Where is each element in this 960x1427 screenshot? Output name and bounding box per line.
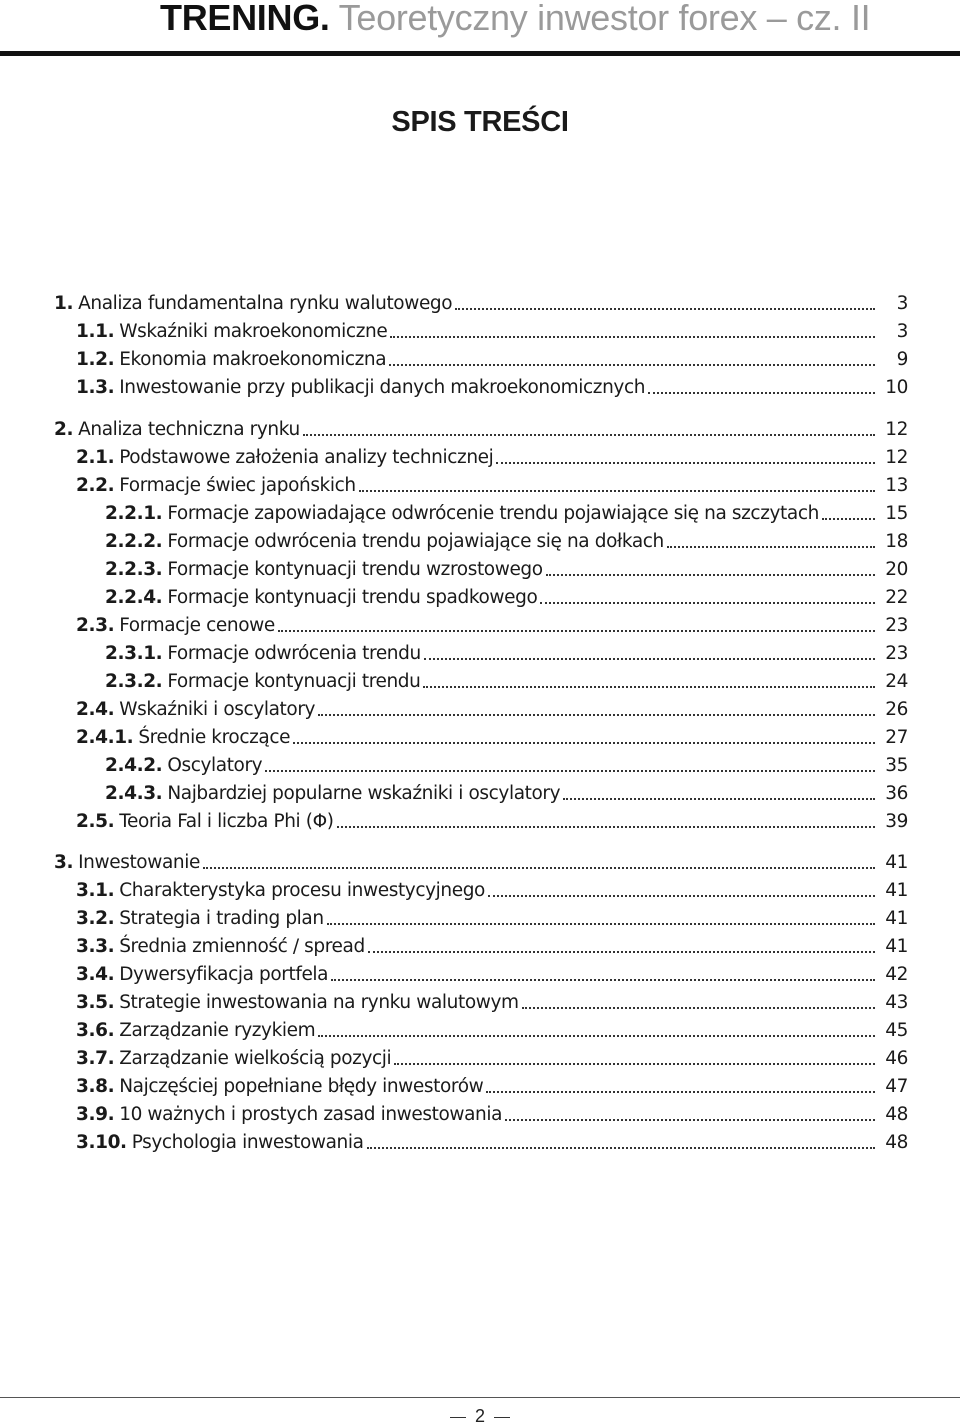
toc-entry bbox=[76, 879, 908, 903]
toc-entry-number: 2. bbox=[54, 419, 74, 440]
toc-entry bbox=[76, 446, 908, 470]
toc-entry bbox=[76, 935, 908, 959]
toc-entry-title: Wskaźniki i oscylatory bbox=[119, 699, 316, 720]
toc-dot-leader bbox=[337, 826, 875, 828]
toc-dot-leader bbox=[667, 546, 875, 548]
page-footer bbox=[0, 1405, 960, 1427]
toc-entry-number: 3.9. bbox=[76, 1104, 115, 1125]
toc-entry-number: 3.10. bbox=[76, 1132, 127, 1153]
toc-entry-page: 23 bbox=[885, 615, 908, 636]
toc-entry-number: 3.7. bbox=[76, 1048, 115, 1069]
toc-entry-number: 2.2.2. bbox=[105, 531, 163, 552]
toc-dot-leader bbox=[455, 308, 875, 310]
toc-dot-leader bbox=[522, 1007, 875, 1009]
toc-entry-page: 42 bbox=[885, 964, 908, 985]
toc-entry-number: 2.2.3. bbox=[105, 559, 163, 580]
toc-dot-leader bbox=[331, 979, 875, 981]
toc-entry-page: 10 bbox=[885, 377, 908, 398]
toc-entry-page: 41 bbox=[885, 880, 908, 901]
toc-entry bbox=[76, 698, 908, 722]
header-training-label: TRENING. bbox=[160, 0, 330, 38]
toc-entry bbox=[76, 348, 908, 372]
toc-entry-page: 35 bbox=[885, 755, 908, 776]
header-course-title: Teoretyczny inwestor forex – cz. II bbox=[338, 0, 871, 38]
toc-dot-leader bbox=[303, 434, 875, 436]
toc-entry-number: 3.5. bbox=[76, 992, 115, 1013]
toc-entry-page: 43 bbox=[885, 992, 908, 1013]
toc-entry-page: 12 bbox=[885, 447, 908, 468]
toc-entry-title: Najczęściej popełniane błędy inwestorów bbox=[119, 1076, 484, 1097]
toc-entry-number: 3.4. bbox=[76, 964, 115, 985]
toc-entry-number: 3. bbox=[54, 852, 74, 873]
toc-dot-leader bbox=[278, 630, 875, 632]
toc-dot-leader bbox=[389, 364, 875, 366]
toc-dot-leader bbox=[546, 574, 875, 576]
toc-dot-leader bbox=[563, 798, 875, 800]
toc-entry-title: Oscylatory bbox=[167, 755, 263, 776]
toc-entry bbox=[105, 502, 908, 526]
toc-entry-title: Średnia zmienność / spread bbox=[119, 936, 365, 957]
toc-dot-leader bbox=[318, 1035, 875, 1037]
toc-entry-page: 24 bbox=[885, 671, 908, 692]
toc-dot-leader bbox=[203, 867, 875, 869]
toc-entry-number: 3.6. bbox=[76, 1020, 115, 1041]
toc-entry bbox=[76, 474, 908, 498]
toc-dot-leader bbox=[423, 686, 875, 688]
toc-entry-number: 1. bbox=[54, 293, 74, 314]
toc-entry bbox=[105, 782, 908, 806]
toc-entry-title: Formacje cenowe bbox=[119, 615, 275, 636]
toc-entry-page: 41 bbox=[885, 908, 908, 929]
toc-entry-title: Strategie inwestowania na rynku walutowym bbox=[119, 992, 519, 1013]
toc-entry-title: Formacje kontynuacji trendu spadkowego bbox=[167, 587, 538, 608]
toc-entry bbox=[105, 558, 908, 582]
toc-entry bbox=[76, 1075, 908, 1099]
toc-entry-page: 23 bbox=[885, 643, 908, 664]
toc-entry-title: 10 ważnych i prostych zasad inwestowania bbox=[119, 1104, 503, 1125]
toc-entry bbox=[76, 810, 908, 834]
toc-entry-page: 36 bbox=[885, 783, 908, 804]
toc-entry bbox=[54, 851, 908, 875]
toc-entry-title: Formacje świec japońskich bbox=[119, 475, 356, 496]
toc-entry bbox=[76, 320, 908, 344]
toc-entry bbox=[105, 642, 908, 666]
toc-entry-page: 41 bbox=[885, 936, 908, 957]
page-number: 2 bbox=[474, 1406, 485, 1426]
toc-entry-title: Inwestowanie przy publikacji danych makroekonomicznych bbox=[119, 377, 646, 398]
toc-entry-page: 48 bbox=[885, 1104, 908, 1125]
toc-entry bbox=[76, 726, 908, 750]
toc-dot-leader bbox=[496, 462, 875, 464]
toc-dot-leader bbox=[265, 770, 875, 772]
toc-dot-leader bbox=[424, 658, 875, 660]
toc-entry-page: 27 bbox=[885, 727, 908, 748]
toc-entry-page: 3 bbox=[896, 321, 908, 342]
toc-dot-leader bbox=[359, 490, 875, 492]
toc-entry bbox=[105, 670, 908, 694]
toc-dot-leader bbox=[318, 714, 875, 716]
toc-dot-leader bbox=[293, 742, 875, 744]
toc-entry-title: Psychologia inwestowania bbox=[131, 1132, 364, 1153]
toc-entry-page: 15 bbox=[885, 503, 908, 524]
toc-entry-title: Formacje odwrócenia trendu bbox=[167, 643, 421, 664]
toc-entry-title: Dywersyfikacja portfela bbox=[119, 964, 329, 985]
toc-entry-page: 46 bbox=[885, 1048, 908, 1069]
toc-entry-title: Inwestowanie bbox=[78, 852, 200, 873]
footer-dash-right bbox=[494, 1417, 510, 1418]
toc-entry-page: 45 bbox=[885, 1020, 908, 1041]
toc-entry-number: 1.1. bbox=[76, 321, 115, 342]
toc-entry-title: Formacje zapowiadające odwrócenie trendu pojawiające się na szczytach bbox=[167, 503, 819, 524]
toc-entry-number: 3.1. bbox=[76, 880, 115, 901]
toc-entry-number: 2.2.4. bbox=[105, 587, 163, 608]
toc-entry-number: 2.4.1. bbox=[76, 727, 134, 748]
toc-entry bbox=[54, 418, 908, 442]
toc-entry-title: Formacje kontynuacji trendu wzrostowego bbox=[167, 559, 543, 580]
toc-entry-number: 2.4.2. bbox=[105, 755, 163, 776]
toc-entry-page: 26 bbox=[885, 699, 908, 720]
toc-entry-number: 2.3.2. bbox=[105, 671, 163, 692]
toc-dot-leader bbox=[390, 336, 875, 338]
toc-entry bbox=[76, 963, 908, 987]
toc-entry-number: 2.5. bbox=[76, 811, 115, 832]
toc-entry-page: 22 bbox=[885, 587, 908, 608]
toc-dot-leader bbox=[367, 1147, 875, 1149]
footer-dash-left bbox=[450, 1417, 466, 1418]
toc-dot-leader bbox=[648, 392, 875, 394]
footer-divider bbox=[0, 1397, 960, 1398]
toc-entry-number: 1.3. bbox=[76, 377, 115, 398]
toc-dot-leader bbox=[394, 1063, 875, 1065]
toc-entry-title: Średnie kroczące bbox=[138, 727, 291, 748]
toc-entry-number: 3.2. bbox=[76, 908, 115, 929]
toc-entry-title: Zarządzanie wielkością pozycji bbox=[119, 1048, 392, 1069]
toc-entry-number: 2.1. bbox=[76, 447, 115, 468]
toc-entry bbox=[54, 292, 908, 316]
toc-entry-title: Strategia i trading plan bbox=[119, 908, 324, 929]
toc-entry-number: 3.8. bbox=[76, 1076, 115, 1097]
toc-entry bbox=[105, 530, 908, 554]
toc-entry bbox=[76, 614, 908, 638]
toc-entry bbox=[76, 1047, 908, 1071]
toc-dot-leader bbox=[540, 602, 875, 604]
header-divider bbox=[0, 51, 960, 56]
toc-entry-title: Analiza fundamentalna rynku walutowego bbox=[78, 293, 453, 314]
toc-entry-title: Formacje kontynuacji trendu bbox=[167, 671, 421, 692]
toc-entry bbox=[76, 376, 908, 400]
toc-entry-number: 2.4. bbox=[76, 699, 115, 720]
document-header bbox=[160, 0, 870, 36]
toc-entry bbox=[76, 907, 908, 931]
toc-entry-page: 13 bbox=[885, 475, 908, 496]
toc-entry-title: Analiza techniczna rynku bbox=[78, 419, 300, 440]
toc-entry-title: Teoria Fal i liczba Phi (Φ) bbox=[119, 811, 334, 832]
toc-entry-page: 39 bbox=[885, 811, 908, 832]
toc-entry-page: 47 bbox=[885, 1076, 908, 1097]
toc-entry-number: 1.2. bbox=[76, 349, 115, 370]
toc-entry-page: 41 bbox=[885, 852, 908, 873]
toc-dot-leader bbox=[822, 518, 875, 520]
toc-entry-page: 18 bbox=[885, 531, 908, 552]
toc-entry bbox=[76, 1131, 908, 1155]
toc-entry-title: Najbardziej popularne wskaźniki i oscylatory bbox=[167, 783, 561, 804]
toc-entry-title: Formacje odwrócenia trendu pojawiające się na dołkach bbox=[167, 531, 664, 552]
toc-entry bbox=[105, 754, 908, 778]
toc-entry-title: Podstawowe założenia analizy technicznej bbox=[119, 447, 494, 468]
toc-entry bbox=[105, 586, 908, 610]
toc-entry-title: Zarządzanie ryzykiem bbox=[119, 1020, 316, 1041]
toc-entry-page: 9 bbox=[896, 349, 908, 370]
toc-entry-page: 48 bbox=[885, 1132, 908, 1153]
toc-dot-leader bbox=[368, 951, 875, 953]
toc-entry bbox=[76, 1103, 908, 1127]
toc-entry-number: 2.2.1. bbox=[105, 503, 163, 524]
toc-dot-leader bbox=[327, 923, 875, 925]
toc-entry-number: 2.3.1. bbox=[105, 643, 163, 664]
toc-entry-title: Wskaźniki makroekonomiczne bbox=[119, 321, 388, 342]
page-title: SPIS TREŚCI bbox=[391, 106, 569, 138]
toc-entry-title: Ekonomia makroekonomiczna bbox=[119, 349, 387, 370]
toc-entry-number: 2.2. bbox=[76, 475, 115, 496]
toc-entry-number: 2.3. bbox=[76, 615, 115, 636]
toc-entry bbox=[76, 991, 908, 1015]
toc-entry-number: 3.3. bbox=[76, 936, 115, 957]
toc-entry-number: 2.4.3. bbox=[105, 783, 163, 804]
toc-entry-page: 3 bbox=[896, 293, 908, 314]
toc-entry-page: 12 bbox=[885, 419, 908, 440]
toc-dot-leader bbox=[505, 1119, 875, 1121]
toc-entry-title: Charakterystyka procesu inwestycyjnego bbox=[119, 880, 485, 901]
toc-entry bbox=[76, 1019, 908, 1043]
toc-dot-leader bbox=[486, 1091, 875, 1093]
toc-entry-page: 20 bbox=[885, 559, 908, 580]
toc-dot-leader bbox=[488, 895, 875, 897]
